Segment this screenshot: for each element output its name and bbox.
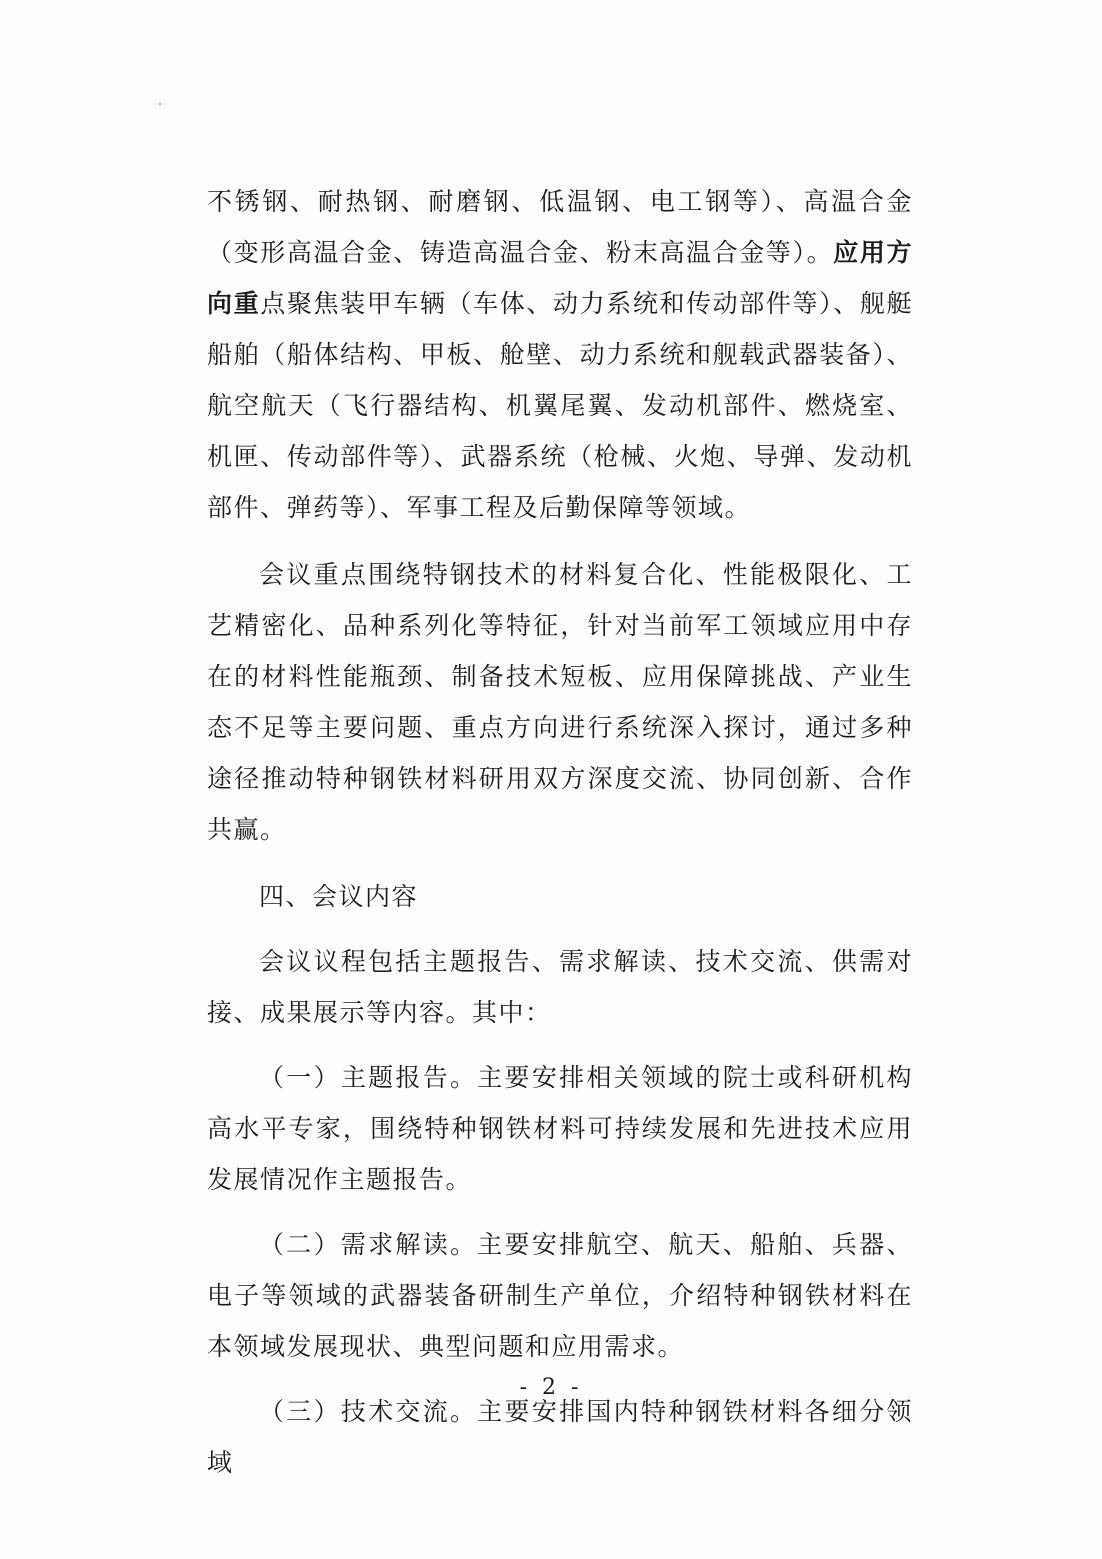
paragraph-demand-interpretation: （二）需求解读。主要安排航空、航天、船舶、兵器、电子等领域的武器装备研制生产单位，介绍特种钢铁材料在本领域发展现状、典型问题和应用需求。	[207, 1230, 913, 1361]
page-number: - 2 -	[519, 1375, 583, 1400]
paragraph-applications-bold-lead: 应用方向重	[207, 238, 913, 318]
paragraph-materials-text: 不锈钢、耐热钢、耐磨钢、低温钢、电工钢等）、高温合金（变形高温合金、铸造高温合金、粉末高温合金等）。	[207, 187, 913, 267]
paragraph-meeting-focus: 会议重点围绕特钢技术的材料复合化、性能极限化、工艺精密化、品种系列化等特征，针对当前军工领域应用中存在的材料性能瓶颈、制备技术短板、应用保障挑战、产业生态不足等主要问题、重点方向进行系统深入探讨，通过多种途径推动特种钢铁材料研用双方深度交流、协同创新、合作共赢。	[207, 560, 913, 844]
paragraph-applications-text: 点聚焦装甲车辆（车体、动力系统和传动部件等）、舰艇船舶（船体结构、甲板、舱壁、动力系统和舰载武器装备）、航空航天（飞行器结构、机翼尾翼、发动机部件、燃烧室、机匣、传动部件等）、武器系统（枪械、火炮、导弹、发动机部件、弹药等）、军事工程及后勤保障等领域。	[207, 289, 913, 522]
section-heading-meeting-content: 四、会议内容	[259, 882, 419, 911]
paragraph-keynote-report: （一）主题报告。主要安排相关领域的院士或科研机构高水平专家，围绕特种钢铁材料可持续发展和先进技术应用发展情况作主题报告。	[207, 1063, 913, 1194]
paragraph-materials-and-applications	[207, 176, 913, 533]
document-body	[207, 176, 913, 1488]
paragraph-agenda: 会议议程包括主题报告、需求解读、技术交流、供需对接、成果展示等内容。其中：	[207, 947, 913, 1027]
paragraph-technical-exchange: （三）技术交流。主要安排国内特种钢铁材料各细分领域	[207, 1397, 913, 1477]
scan-artifact-dot	[159, 103, 161, 105]
